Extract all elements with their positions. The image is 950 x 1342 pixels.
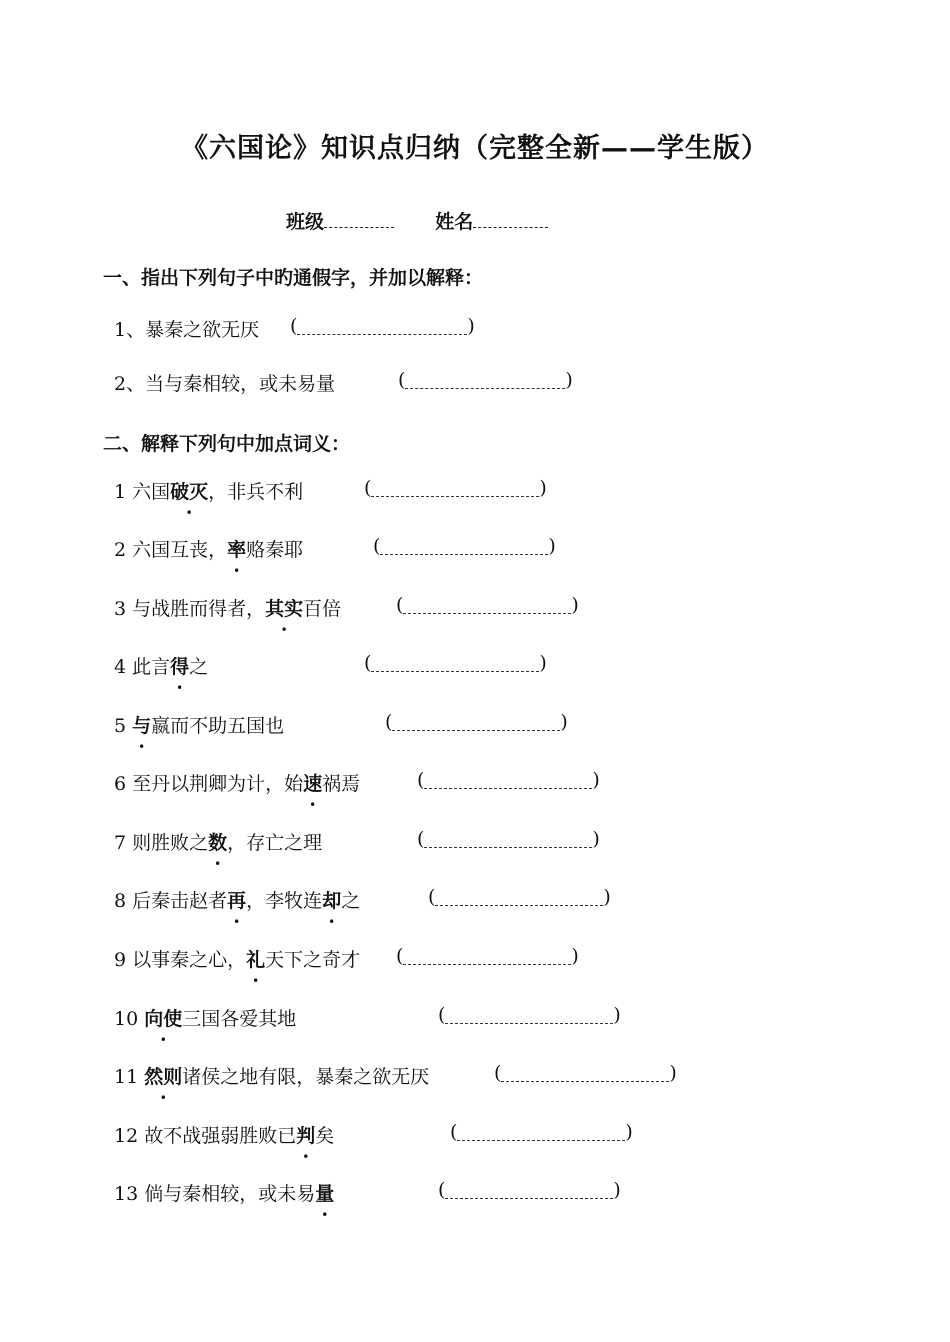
dotted-word: 与 (132, 715, 152, 737)
section1-item: 2、当与秦相较，或未易量 (114, 373, 336, 395)
dotted-word: 却 (322, 890, 342, 912)
dotted-word: 速 (303, 773, 323, 795)
answer-blank[interactable]: ( ) (385, 711, 568, 733)
list-item: 13 倘与秦相较，或未易量 (114, 1183, 335, 1205)
answer-blank[interactable]: ( ) (417, 828, 600, 850)
list-item: 8 后秦击赵者再，李牧连却之 (114, 890, 361, 912)
list-item: 9 以事秦之心，礼天下之奇才 (114, 949, 361, 971)
answer-blank[interactable]: ( ) (396, 594, 579, 616)
dotted-word: 礼 (246, 949, 266, 971)
class-field[interactable] (324, 211, 394, 228)
page-title: 《六国论》知识点归纳（完整全新——学生版） (181, 133, 769, 164)
list-item: 1 六国破灭，非兵不利 (114, 481, 304, 503)
answer-blank[interactable]: ( ) (417, 769, 600, 791)
dotted-word: 率 (227, 539, 247, 561)
class-name-line (286, 207, 548, 234)
dotted-word: 数 (208, 832, 228, 854)
name-field[interactable] (473, 211, 548, 228)
dotted-word: 破灭 (170, 481, 209, 503)
answer-blank[interactable]: ( ) (494, 1062, 677, 1084)
answer-blank[interactable]: ( ) (364, 652, 547, 674)
dotted-word: 得 (170, 656, 190, 678)
answer-blank[interactable]: ( ) (428, 886, 611, 908)
answer-blank[interactable]: ( ) (450, 1121, 633, 1143)
section1-heading: 一、指出下列句子中旳通假字，并加以解释： (103, 267, 484, 289)
dotted-word: 判 (296, 1125, 316, 1147)
answer-blank[interactable]: ( ) (398, 369, 573, 391)
list-item: 10 向使三国各爱其地 (114, 1008, 297, 1030)
list-item: 3 与战胜而得者，其实百倍 (114, 598, 342, 620)
answer-blank[interactable]: ( ) (438, 1179, 621, 1201)
list-item: 12 故不战强弱胜败已判矣 (114, 1125, 335, 1147)
section1-item: 1、暴秦之欲无厌 (114, 319, 260, 341)
dotted-word: 再 (227, 890, 247, 912)
answer-blank[interactable]: ( ) (373, 535, 556, 557)
name-label: 姓名 (435, 211, 474, 233)
section2-heading: 二、解释下列句中加点词义： (103, 433, 351, 455)
answer-blank[interactable]: ( ) (290, 315, 475, 337)
list-item: 2 六国互丧，率赂秦耶 (114, 539, 304, 561)
class-label: 班级 (286, 211, 325, 233)
list-item: 4 此言得之 (114, 656, 209, 678)
dotted-word: 向使 (144, 1008, 183, 1030)
dotted-word: 量 (315, 1183, 335, 1205)
list-item: 7 则胜败之数，存亡之理 (114, 832, 323, 854)
answer-blank[interactable]: ( ) (396, 945, 579, 967)
list-item: 6 至丹以荆卿为计，始速祸焉 (114, 773, 361, 795)
answer-blank[interactable]: ( ) (364, 477, 547, 499)
dotted-word: 然则 (144, 1066, 183, 1088)
list-item: 5 与嬴而不助五国也 (114, 715, 285, 737)
answer-blank[interactable]: ( ) (438, 1004, 621, 1026)
dotted-word: 其实 (265, 598, 304, 620)
list-item: 11 然则诸侯之地有限，暴秦之欲无厌 (114, 1066, 430, 1088)
